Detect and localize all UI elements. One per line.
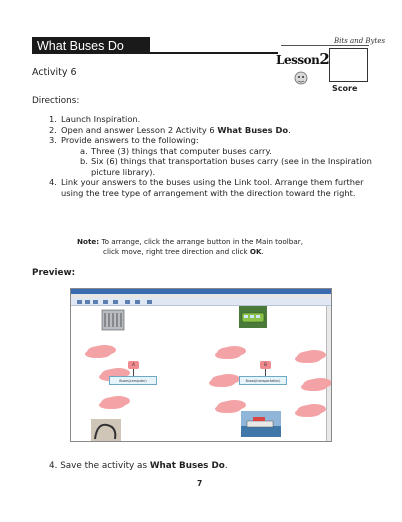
list-item: 1. Launch Inspiration. — [49, 114, 141, 124]
directions-label: Directions: — [32, 96, 80, 106]
toolbar-icon — [93, 300, 98, 304]
memory-chip-picture — [101, 309, 125, 331]
toolbar-icon — [125, 300, 130, 304]
idea-cloud — [101, 397, 126, 409]
list-item: 4. Link your answers to the buses using the Link tool. Arrange them further using the tree type of arrangement with the direction toward the right. — [49, 177, 364, 198]
title-rule — [150, 52, 278, 54]
window-toolbar — [71, 298, 331, 306]
toolbar-icon — [103, 300, 108, 304]
page-number: 7 — [197, 479, 203, 488]
scrollbar — [326, 306, 331, 442]
toolbar-icon — [85, 300, 90, 304]
series-name: Bits and Bytes — [334, 37, 386, 45]
idea-cloud — [211, 375, 236, 387]
mascot-icon — [292, 68, 310, 86]
series-rule — [281, 45, 369, 46]
node-tag-a: A — [128, 361, 139, 369]
list-item: 3. Provide answers to the following: — [49, 135, 199, 145]
ferry-picture — [241, 411, 281, 437]
idea-cloud — [303, 379, 328, 391]
toolbar-icon — [135, 300, 140, 304]
node-buses-computer: Buses(computer) — [109, 376, 157, 385]
score-label: Score — [332, 84, 358, 93]
activity-label: Activity 6 — [32, 67, 77, 78]
toolbar-icon — [113, 300, 118, 304]
page-title: What Buses Do — [32, 37, 150, 54]
idea-cloud — [217, 347, 242, 359]
final-step: 4. Save the activity as What Buses Do. — [49, 461, 228, 471]
bus-picture — [239, 306, 267, 328]
toolbar-icon — [147, 300, 152, 304]
note-line2: click move, right tree direction and click OK. — [103, 247, 264, 256]
score-box — [329, 48, 368, 82]
preview-screenshot — [70, 288, 332, 442]
preview-label: Preview: — [32, 268, 76, 278]
list-item: 2. Open and answer Lesson 2 Activity 6 What Buses Do. — [49, 124, 291, 135]
node-buses-transportation: Buses(transportation) — [239, 376, 287, 385]
node-tag-b: B — [260, 361, 271, 369]
idea-cloud — [297, 405, 322, 417]
lesson-logo — [276, 48, 330, 88]
lesson-logo-text: Lesson2 — [276, 50, 330, 68]
cable-picture — [91, 419, 121, 441]
idea-cloud — [297, 351, 322, 363]
idea-cloud — [217, 401, 242, 413]
connector-line — [265, 369, 266, 376]
note — [77, 237, 347, 257]
note-line1: To arrange, click the arrange button in the Main toolbar, — [101, 237, 303, 246]
sub-list-item: b. Six (6) things that transportation buses carry (see in the Inspiration picture library). — [80, 156, 372, 177]
idea-cloud — [87, 346, 112, 358]
note-label: Note: — [77, 237, 100, 246]
connector-line — [133, 369, 134, 376]
steps-list — [49, 114, 379, 198]
toolbar-icon — [77, 300, 82, 304]
sub-list-item: a. Three (3) things that computer buses carry. — [80, 145, 272, 156]
